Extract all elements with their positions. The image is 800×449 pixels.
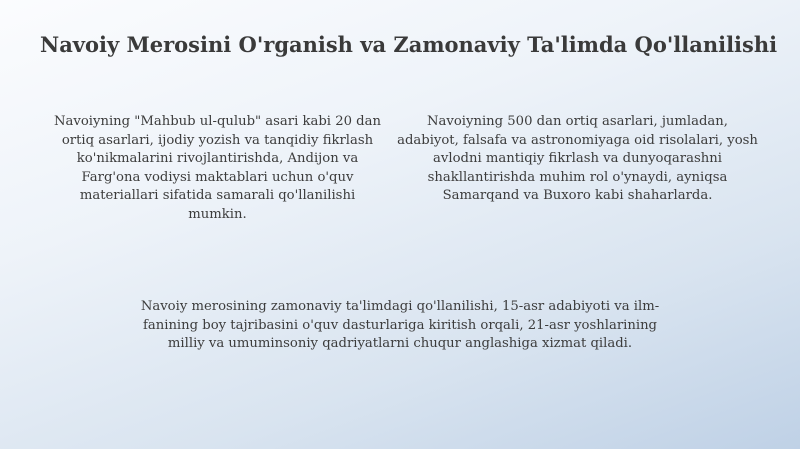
right-text-block: Navoiyning 500 dan ortiq asarlari, jumladan, adabiyot, falsafa va astronomiyaga oid risolalari, yosh avlodni mantiqiy fikrlash va dunyoqarashni shakllantirishda muhim rol o'ynaydi, ayniqsa Samarqand va Buxoro kabi shaharlarda. [397, 114, 758, 203]
bottom-text-block: Navoiy merosining zamonaviy ta'limdagi qo'llanilishi, 15-asr adabiyoti va ilm-fanining boy tajribasini o'quv dasturlariga kiritish orqali, 21-asr yoshlarining milliy va umuminsoniy qadriyatlarni chuqur anglashiga xizmat qiladi. [140, 299, 660, 351]
slide-title: Navoiy Merosini O'rganish va Zamonaviy Ta'limda Qo'llanilishi [40, 32, 778, 57]
left-text-block: Navoiyning "Mahbub ul-qulub" asari kabi 20 dan ortiq asarlari, ijodiy yozish va tanqidiy fikrlash ko'nikmalarini rivojlantirishda, Andijon va Farg'ona vodiysi maktablari uchun o'quv materiallari sifatida samarali qo'llanilishi mumkin. [54, 114, 381, 222]
